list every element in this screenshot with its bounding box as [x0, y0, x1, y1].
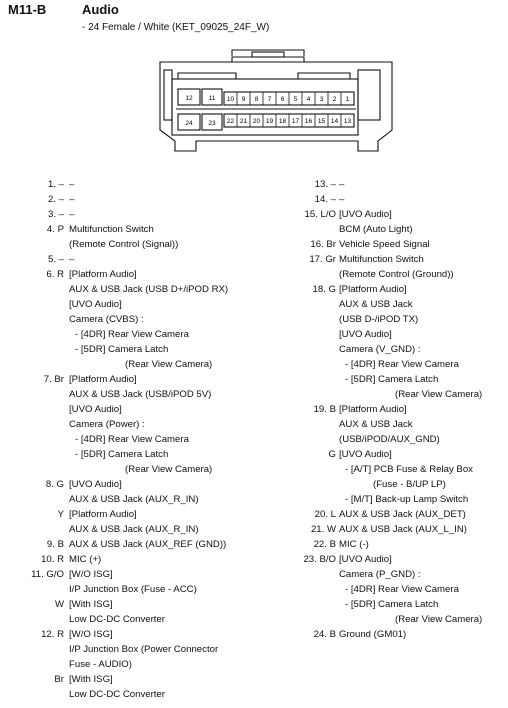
pin-description: - [5DR] Camera Latch [345, 599, 439, 610]
pin-entry [276, 402, 508, 447]
pin-entry-line [276, 612, 508, 627]
pin-entry-line [0, 597, 276, 612]
pin-entry-line [0, 177, 276, 192]
pin-label-21: 21 [239, 118, 248, 125]
pin-description: Vehicle Speed Signal [339, 239, 430, 250]
pin-entry-line [276, 252, 508, 267]
pin-entry [0, 567, 276, 597]
pin-number: 8. G [45, 479, 64, 490]
connector-subtitle: - 24 Female / White (KET_09025_24F_W) [82, 22, 270, 33]
connector-top-step [178, 73, 236, 79]
pin-entry-line [276, 177, 508, 192]
connector-housing-step [160, 57, 392, 62]
pin-entry-line [0, 522, 276, 537]
pin-description: (Rear View Camera) [395, 614, 483, 625]
pin-description: AUX & USB Jack (AUX_R_IN) [69, 494, 199, 505]
pin-description: AUX & USB Jack (USB D+/iPOD RX) [69, 284, 229, 295]
pin-description: Fuse - AUDIO) [69, 659, 132, 670]
pin-entry-line [0, 207, 276, 222]
pin-number: 18. G [312, 284, 336, 295]
pin-entry-line [0, 447, 276, 462]
pin-entry-line [276, 462, 508, 477]
pin-entry-line [276, 492, 508, 507]
pin-description: - [4DR] Rear View Camera [75, 329, 189, 340]
pin-label-15: 15 [317, 118, 326, 125]
pin-entry-line [0, 402, 276, 417]
pin-number: 22. B [313, 539, 336, 550]
pin-description: [Platform Audio] [69, 269, 137, 280]
pin-entry-line [0, 282, 276, 297]
pin-entry-line [0, 327, 276, 342]
pin-label-13: 13 [343, 118, 352, 125]
pin-entry-line [0, 612, 276, 627]
pin-entry [276, 192, 508, 207]
pin-entry-line [276, 447, 508, 462]
pin-number: 17. Gr [309, 254, 336, 265]
pin-description: – [69, 254, 75, 265]
pin-entry-line [0, 222, 276, 237]
pin-number: 7. Br [43, 374, 64, 385]
pin-entry-line [0, 192, 276, 207]
pin-description: – [69, 179, 75, 190]
pin-number: 1. – [47, 179, 64, 190]
pin-description: [W/O ISG] [69, 629, 113, 640]
pin-description: (Remote Control (Signal)) [69, 239, 179, 250]
pin-description: AUX & USB Jack (AUX_L_IN) [339, 524, 467, 535]
pin-description: Multifunction Switch [69, 224, 154, 235]
pin-description: AUX & USB Jack (AUX_REF (GND)) [69, 539, 227, 550]
pin-entry [276, 237, 508, 252]
pin-description: (USB/iPOD/AUX_GND) [339, 434, 440, 445]
pin-entry [276, 507, 508, 522]
pin-number: 5. – [47, 254, 64, 265]
pin-entry-line [0, 387, 276, 402]
connector-side-tab-left [164, 70, 172, 120]
pin-description: – [339, 179, 345, 190]
pin-number: 10. R [41, 554, 64, 565]
pin-entry-line [0, 342, 276, 357]
pin-description: I/P Junction Box (Fuse - ACC) [69, 584, 197, 595]
pin-description: [Platform Audio] [69, 509, 137, 520]
pin-label-20: 20 [252, 118, 261, 125]
pin-description: [UVO Audio] [339, 329, 392, 340]
pin-label-24: 24 [185, 120, 193, 127]
pin-description: [UVO Audio] [69, 404, 122, 415]
pin-number: 15. L/O [304, 209, 336, 220]
pin-description: – [69, 194, 75, 205]
pin-label-1: 1 [345, 96, 350, 103]
pin-entry-line [0, 312, 276, 327]
pin-description: [W/O ISG] [69, 569, 113, 580]
pin-number: 24. B [313, 629, 336, 640]
pin-entry [0, 222, 276, 252]
pin-entry-line [276, 192, 508, 207]
pin-number: 14. – [314, 194, 336, 205]
pin-label-16: 16 [304, 118, 313, 125]
pin-label-4: 4 [306, 96, 311, 103]
pin-description: - [5DR] Camera Latch [75, 344, 169, 355]
pin-description: AUX & USB Jack (AUX_R_IN) [69, 524, 199, 535]
pin-entry [0, 552, 276, 567]
pin-entry-line [276, 357, 508, 372]
pin-entry [0, 672, 276, 702]
pin-description: Camera (Power) : [69, 419, 145, 430]
pin-number: 11. G/O [31, 569, 64, 580]
pin-description: (Rear View Camera) [395, 389, 483, 400]
pin-number: Y [57, 509, 64, 520]
pin-entry-line [276, 267, 508, 282]
pin-entry-line [0, 297, 276, 312]
pin-entry [276, 177, 508, 192]
pin-number: 20. L [314, 509, 336, 520]
pin-description: AUX & USB Jack [339, 299, 413, 310]
pin-entry-line [0, 657, 276, 672]
pin-description: BCM (Auto Light) [339, 224, 413, 235]
pin-entry-line [0, 267, 276, 282]
pin-label-9: 9 [241, 96, 246, 103]
pin-entry-line [0, 507, 276, 522]
pin-description: [UVO Audio] [339, 554, 392, 565]
pin-entry-line [276, 312, 508, 327]
pin-entry-line [0, 432, 276, 447]
pin-entry [276, 447, 508, 507]
pin-entry-line [276, 402, 508, 417]
pin-description: AUX & USB Jack (USB/iPOD 5V) [69, 389, 212, 400]
pin-label-12: 12 [185, 95, 193, 102]
pin-label-7: 7 [267, 96, 272, 103]
connector-latch-inner [252, 52, 284, 57]
pin-entry-line [0, 237, 276, 252]
pin-entry [0, 597, 276, 627]
pin-number: 6. R [46, 269, 64, 280]
pin-number: 3. – [47, 209, 64, 220]
pin-number: 23. B/O [303, 554, 336, 565]
pin-label-10: 10 [226, 96, 235, 103]
pin-list-right [276, 177, 508, 642]
connector-latch [232, 50, 304, 56]
pin-entry-line [0, 462, 276, 477]
pin-number: Br [54, 674, 64, 685]
pin-description: - [A/T] PCB Fuse & Relay Box [345, 464, 473, 475]
pin-label-3: 3 [319, 96, 324, 103]
pin-number: 16. Br [310, 239, 336, 250]
pin-entry [0, 537, 276, 552]
pin-entry-line [276, 207, 508, 222]
pin-entry-line [276, 237, 508, 252]
pin-entry [276, 282, 508, 402]
pin-description: Ground (GM01) [339, 629, 407, 640]
pin-entry [0, 177, 276, 192]
pin-entry [0, 477, 276, 507]
connector-side-tab-right [358, 70, 380, 120]
pin-label-6: 6 [280, 96, 285, 103]
pin-description: AUX & USB Jack [339, 419, 413, 430]
pin-entry-line [276, 327, 508, 342]
pin-description: Camera (V_GND) : [339, 344, 421, 355]
pin-label-8: 8 [254, 96, 259, 103]
pin-entry-line [276, 387, 508, 402]
pin-description: I/P Junction Box (Power Connector [69, 644, 219, 655]
pin-number: 13. – [314, 179, 336, 190]
pin-label-2: 2 [332, 96, 337, 103]
pin-description: [UVO Audio] [69, 479, 122, 490]
pin-description: MIC (+) [69, 554, 102, 565]
pin-entry-line [0, 552, 276, 567]
pin-entry-line [0, 642, 276, 657]
pin-entry-line [0, 627, 276, 642]
pin-entry-line [276, 417, 508, 432]
pin-entry-line [276, 222, 508, 237]
pin-entry-line [276, 522, 508, 537]
pin-description: (Remote Control (Ground)) [339, 269, 454, 280]
pin-entry-line [0, 252, 276, 267]
pin-description: MIC (-) [339, 539, 369, 550]
pin-entry [0, 267, 276, 372]
pin-entry-line [276, 597, 508, 612]
pin-entry-line [276, 537, 508, 552]
pin-number: W [54, 599, 64, 610]
pin-description: Camera (CVBS) : [69, 314, 144, 325]
pin-number: 4. P [46, 224, 64, 235]
pin-entry [0, 372, 276, 477]
pin-number: 2. – [47, 194, 64, 205]
pin-entry [0, 252, 276, 267]
pin-entry-line [0, 537, 276, 552]
pin-label-19: 19 [265, 118, 274, 125]
pin-entry-line [0, 582, 276, 597]
pin-label-18: 18 [278, 118, 287, 125]
pin-description: AUX & USB Jack (AUX_DET) [339, 509, 466, 520]
pin-description: - [4DR] Rear View Camera [75, 434, 189, 445]
pin-description: Low DC-DC Converter [69, 614, 165, 625]
pin-description: [Platform Audio] [339, 284, 407, 295]
pin-list-left [0, 177, 276, 702]
connector-diagram [0, 0, 508, 175]
pin-label-22: 22 [226, 118, 235, 125]
pin-description: - [5DR] Camera Latch [345, 374, 439, 385]
pin-description: (USB D-/iPOD TX) [339, 314, 419, 325]
pin-description: (Rear View Camera) [125, 359, 213, 370]
pin-entry-line [0, 357, 276, 372]
pin-entry-line [276, 627, 508, 642]
pin-number: 21. W [310, 524, 336, 535]
pin-entry-line [0, 477, 276, 492]
pin-description: [Platform Audio] [339, 404, 407, 415]
pin-entry [276, 522, 508, 537]
pin-description: [UVO Audio] [339, 209, 392, 220]
pin-description: – [339, 194, 345, 205]
pin-entry-line [0, 372, 276, 387]
pin-description: - [M/T] Back-up Lamp Switch [345, 494, 469, 505]
pin-description: - [5DR] Camera Latch [75, 449, 169, 460]
pin-label-17: 17 [291, 118, 300, 125]
pin-description: (Fuse - B/UP LP) [373, 479, 446, 490]
pin-label-5: 5 [293, 96, 298, 103]
pin-entry [276, 207, 508, 237]
pin-label-11: 11 [208, 95, 216, 102]
pin-entry [276, 627, 508, 642]
pin-description: [With ISG] [69, 674, 113, 685]
pin-entry-line [276, 282, 508, 297]
pin-description: [Platform Audio] [69, 374, 137, 385]
pin-entry-line [0, 492, 276, 507]
connector-housing [160, 62, 392, 151]
pin-description: [UVO Audio] [339, 449, 392, 460]
pin-number: 9. B [46, 539, 64, 550]
pin-entry-line [0, 687, 276, 702]
pin-number: 12. R [41, 629, 64, 640]
pin-entry-line [276, 477, 508, 492]
pin-entry [0, 192, 276, 207]
pin-description: [With ISG] [69, 599, 113, 610]
pin-entry [276, 252, 508, 282]
pin-entry [0, 627, 276, 672]
pin-entry [276, 537, 508, 552]
pin-description: - [4DR] Rear View Camera [345, 359, 459, 370]
pin-entry-line [276, 567, 508, 582]
pin-description: Multifunction Switch [339, 254, 424, 265]
pin-description: – [69, 209, 75, 220]
pin-label-14: 14 [330, 118, 339, 125]
pin-entry [0, 507, 276, 537]
pin-entry-line [0, 417, 276, 432]
pin-entry-line [276, 552, 508, 567]
pin-entry-line [276, 432, 508, 447]
pin-entry [0, 207, 276, 222]
connector-id: M11-B [8, 2, 47, 17]
pin-entry [276, 552, 508, 627]
pin-entry-line [276, 582, 508, 597]
pin-description: Camera (P_GND) : [339, 569, 421, 580]
pin-description: [UVO Audio] [69, 299, 122, 310]
pin-number: G [328, 449, 336, 460]
component-title: Audio [82, 2, 119, 17]
pin-entry-line [0, 672, 276, 687]
pin-entry-line [276, 507, 508, 522]
pin-description: - [4DR] Rear View Camera [345, 584, 459, 595]
pin-label-23: 23 [208, 120, 216, 127]
pin-description: (Rear View Camera) [125, 464, 213, 475]
pin-description: Low DC-DC Converter [69, 689, 165, 700]
pin-number: 19. B [313, 404, 336, 415]
pin-entry-line [0, 567, 276, 582]
pin-entry-line [276, 297, 508, 312]
pin-entry-line [276, 342, 508, 357]
pin-entry-line [276, 372, 508, 387]
